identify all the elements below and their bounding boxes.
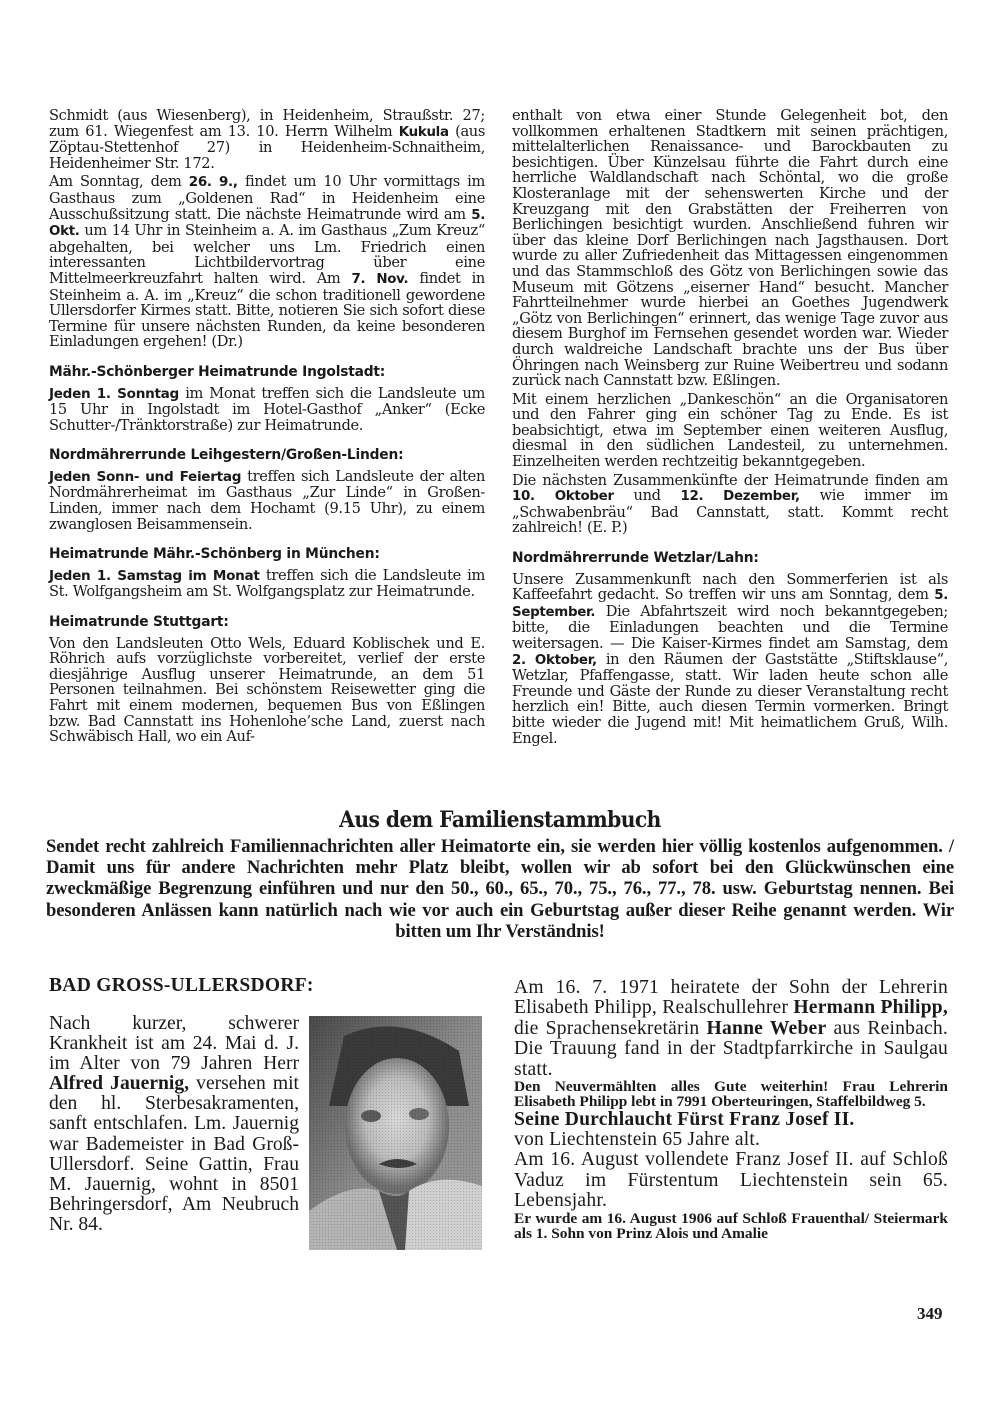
section-heading-leihgestern: Nordmährerrunde Leihgestern/Großen-Linden: [49,447,404,464]
left-column [49,108,485,748]
portrait-photo [309,1016,482,1250]
prince-subline: von Liechtenstein 65 Jahre alt. [514,1129,761,1151]
section-text-leihgestern: Jeden Sonn- und Feiertag treffen sich Landsleute der alten Nordmährerheimat im Gasthaus „Zur Linde“ in Großen-Linden, immer nach dem Hochamt (9.15 Uhr), zu einem zwanglosen Beisammensein. [49,467,485,533]
stuttgart-next-meetings: Die nächsten Zusammenkünfte der Heimatrunde finden am 10. Oktober und 12. Dezember, wie immer im „Schwabenbräu“ Bad Cannstatt, statt. Kommt recht zahlreich! (E. P.) [512,471,948,537]
section-text-ingolstadt: Jeden 1. Sonntag im Monat treffen sich die Landsleute um 15 Uhr in Ingolstadt im Hotel-Gasthof „Anker“ (Ecke Schutter-/Tränktorstraße) zur Heimatrunde. [49,384,485,434]
prince-biography: Er wurde am 16. August 1906 auf Schloß Frauenthal/ Steiermark als 1. Sohn von Prinz Alois und Amalie [514,1209,948,1242]
stuttgart-trip-continued: enthalt von etwa einer Stunde Gelegenheit bot, den vollkommen erhaltenen Stadtkern mit seinen prächtigen, mittelalterlichen Renaissance- und Barockbauten zu besichtigen. Über Künzelsau führte die Fahrt durch eine herrliche Waldlandschaft nach Schöntal, wo die große Klosteranlage mit der sehenswerten Kirche und der Kreuzgang mit den Grabstätten der Freiherren von Berlichingen besichtigt wurden. Anschließend fuhren wir über das kleine Dorf Berlichingen nach Jagsthausen. Dort wurde zu aller Zufriedenheit das Mittagessen eingenommen und das Stammschloß des Götz von Berlichingen sowie das Museum mit Götzens „eiserner Hand“ besucht. Mancher Fahrtteilnehmer wurde hierbei an Goethes Jugendwerk „Götz von Berlichingen“ erinnert, das wenige Tage zuvor aus diesem Burghof im Fernsehen gesendet worden war. Wieder durch waldreiche Landschaft brachte uns der Bus über Öhringen nach Weinsberg zur Ruine Weibertreu und sodann zurück nach Cannstatt bzw. Eßlingen. [512,107,948,390]
stuttgart-thanks-paragraph: Mit einem herzlichen „Dankeschön“ an die Organisatoren und den Fahrer ging ein schöner Tag zu Ende. Es ist beabsichtigt, etwa im September einen weiteren Ausflug, diesmal in den südlichen Landesteil, zu unternehmen. Einzelheiten werden rechtzeitig bekanntgegeben. [512,390,948,471]
heidenheim-meeting-paragraph: Am Sonntag, dem 26. 9., findet um 10 Uhr vormittags im Gasthaus zum „Goldenen Rad“ in Heidenheim eine Ausschußsitzung statt. Die nächste Heimatrunde wird am 5. Okt. um 14 Uhr in Steinheim a. A. im Gasthaus „Zum Kreuz“ abgehalten, bei welcher uns Lm. Friedrich einen interessanten Lichtbildervortrag über eine Mittelmeerkreuzfahrt halten wird. Am 7. Nov. findet in Steinheim a. A. im „Kreuz“ die schon traditionell gewordene Ullersdorfer Kirmes statt. Bitte, notieren Sie sich sofort diese Termine für unsere nächsten Runden, da keine besonderen Einladungen ergehen! (Dr.) [49,173,485,351]
section-text-stuttgart: Von den Landsleuten Otto Wels, Eduard Koblischek und E. Röhrich aufs vorzüglichste vorbereitet, verlief der erste diesjährige Ausflug unserer Heimatrunde, an dem 51 Personen teilnahmen. Bei schönstem Reisewetter ging die Fahrt mit einem modernen, bequemen Bus von Eßlingen bzw. Bad Cannstatt ins Hohenlohe’sche Land, zuerst nach Schwäbisch Hall, wo ein Auf- [49,634,485,746]
right-family-news [514,978,948,1241]
section-heading-stuttgart: Heimatrunde Stuttgart: [49,614,229,631]
section-text-muenchen: Jeden 1. Samstag im Monat treffen sich die Landsleute im St. Wolfgangsheim am St. Wolfgangsplatz zur Heimatrunde. [49,566,485,601]
right-column [512,108,948,749]
banner-title: Aus dem Familienstammbuch [339,807,661,833]
section-text-wetzlar: Unsere Zusammenkunft nach den Sommerferien ist als Kaffeefahrt gedacht. So treffen wir uns am Sonntag, dem 5. September. Die Abfahrtszeit wird noch bekanntgegeben; bitte, die Einladungen beachten und die Termine weitersagen. — Die Kaiser-Kirmes findet am Samstag, dem 2. Oktober, in den Räumen der Gaststätte „Stiftsklause“, Wetzlar, Pfaffengasse, statt. Wir laden heute schon alle Freunde und Gäste der Runde zu dieser Veranstaltung recht herzlich ein! Bitte, auch diesen Termin vormerken. Bringt bitte wieder die Jugend mit! Mit heimatlichem Gruß, Wilh. Engel. [512,570,948,747]
birthday-paragraph: Schmidt (aus Wiesenberg), in Heidenheim, Straußstr. 27; zum 61. Wiegenfest am 13. 10. Herrn Wilhelm Kukula (aus Zöptau-Stettenhof 27) in Heidenheim-Schnaitheim, Heidenheimer Str. 172. [49,107,485,172]
wedding-followup: Den Neuvermählten alles Gute weiterhin! Frau Lehrerin Elisabeth Philipp lebt in 7991 Oberteuringen, Staffelbildweg 5. [514,1078,948,1110]
obituary-jauernig: Nach kurzer, schwerer Krankheit ist am 24. Mai d. J. im Alter von 79 Jahren Herr Alfred Jauernig, versehen mit den hl. Sterbesakramenten, sanft entschlafen. Lm. Jauernig war Bademeister in Bad Groß-Ullersdorf. Seine Gattin, Frau M. Jauernig, wohnt in 8501 Behringersdorf, Am Neubruch Nr. 84. [49,1013,299,1235]
section-heading-wetzlar: Nordmährerrunde Wetzlar/Lahn: [512,550,759,567]
name-kukula: Kukula [398,124,449,140]
wedding-announcement: Am 16. 7. 1971 heiratete der Sohn der Lehrerin Elisabeth Philipp, Realschullehrer Hermann Philipp, die Sprachensekretärin Hanne Weber aus Reinbach. Die Trauung fand in der Stadtpfarrkirche in Saulgau statt. [514,977,949,1080]
familienstammbuch-banner [46,806,954,942]
prince-birthday-text: Am 16. August vollendete Franz Josef II. auf Schloß Vaduz im Fürstentum Liechtenstein sein 65. Lebensjahr. [514,1149,948,1212]
prince-headline: Seine Durchlaucht Fürst Franz Josef II. [514,1108,855,1130]
page-number: 349 [917,1304,943,1323]
section-heading-ingolstadt: Mähr.-Schönberger Heimatrunde Ingolstadt: [49,363,386,380]
section-heading-muenchen: Heimatrunde Mähr.-Schönberg in München: [49,546,380,563]
portrait-image-icon [309,1016,482,1250]
banner-notice: Sendet recht zahlreich Familiennachrichten aller Heimatorte ein, sie werden hier völlig kostenlos aufgenommen. / Damit uns für andere Nachrichten mehr Platz bleibt, wollen wir ab sofort bei den Glückwünschen eine zweckmäßige Begrenzung einführen und nur den 50., 60., 65., 70., 75., 76., 77., 78. usw. Geburtstag nennen. Bei besonderen Anlässen kann natürlich nach wie vor auch ein Geburtstag außer dieser Reihe genannt werden. Wir bitten um Ihr Verständnis! [46,836,954,942]
ullersdorf-heading: BAD GROSS-ULLERSDORF: [49,975,314,996]
